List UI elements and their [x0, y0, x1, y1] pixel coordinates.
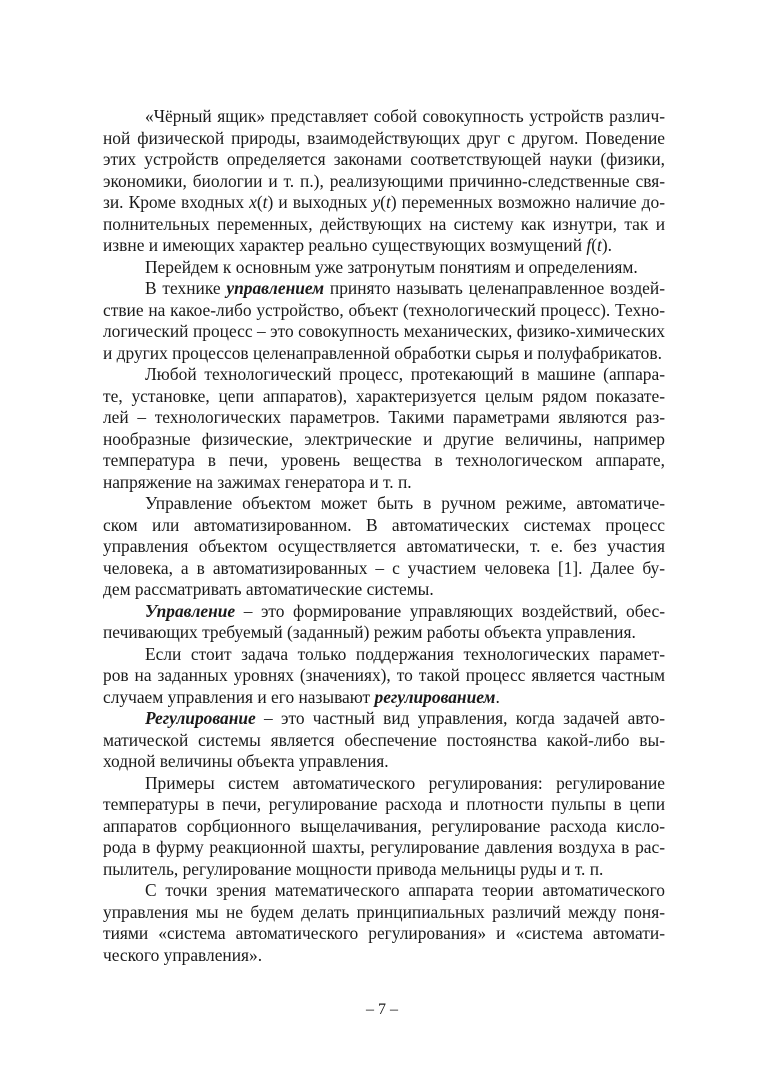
text-line	[103, 149, 665, 171]
paragraph	[103, 278, 665, 364]
math-variable: t	[385, 192, 391, 212]
text-line	[103, 880, 665, 902]
text-segment: напряжение на зажимах генератора и т. п.	[103, 471, 412, 492]
text-line	[103, 364, 665, 386]
text-line	[103, 794, 665, 816]
text-line	[103, 558, 665, 580]
text-segment: – это формирование управляющих воздействий, обес-	[235, 600, 665, 621]
text-segment: Если стоит задача только поддержания технологических парамет-	[145, 643, 665, 664]
text-segment: ском или автоматизированном. В автоматических системах процесс	[103, 514, 665, 535]
text-segment: полнительных переменных, действующих на систему как изнутри, так и	[103, 213, 665, 234]
text-segment: В технике	[145, 278, 227, 298]
text-segment: зи. Кроме входных	[103, 192, 250, 212]
text-segment: лей – технологических параметров. Такими параметрами являются раз-	[103, 407, 665, 427]
text-segment: случаем управления и его называют	[103, 686, 375, 707]
text-line	[103, 343, 665, 365]
text-segment: аппаратов сорбционного выщелачивания, регулирование расхода кисло-	[103, 815, 665, 836]
text-line	[103, 192, 665, 214]
text-line	[103, 429, 665, 451]
text-segment: нообразные физические, электрические и другие величины, например	[103, 428, 665, 449]
text-segment: пылитель, регулирование мощности привода мельницы руды и т. п.	[103, 858, 604, 879]
math-variable: t	[262, 192, 268, 212]
text-segment: Управление объектом может быть в ручном режиме, автоматиче-	[145, 493, 665, 513]
text-segment: ) переменных возможно наличие до-	[390, 192, 665, 212]
text-line	[103, 235, 665, 257]
text-line	[103, 536, 665, 558]
text-line	[103, 214, 665, 236]
text-line	[103, 472, 665, 494]
text-line	[103, 902, 665, 924]
text-segment: рода в фурму реакционной шахты, регулирование давления воздуха в рас-	[103, 837, 665, 857]
text-line	[103, 278, 665, 300]
paragraph	[103, 364, 665, 493]
page-body	[103, 106, 665, 966]
text-line	[103, 622, 665, 644]
text-line	[103, 859, 665, 881]
text-segment: «Чёрный ящик» представляет собой совокупность устройств различ-	[145, 106, 665, 126]
text-line	[103, 128, 665, 150]
text-line	[103, 450, 665, 472]
text-line	[103, 515, 665, 537]
page-number: – 7 –	[366, 1001, 398, 1018]
text-line	[103, 687, 665, 709]
text-segment: ствие на какое-либо устройство, объект (технологический процесс). Техно-	[103, 299, 665, 320]
text-segment: матической системы является обеспечение постоянства какой-либо вы-	[103, 729, 665, 750]
text-segment: извне и имеющих характер реально существующих возмущений	[103, 235, 587, 255]
emphasized-term: Регулирование	[145, 708, 256, 728]
paragraph	[103, 106, 665, 257]
text-line	[103, 945, 665, 967]
text-segment: ).	[601, 235, 613, 255]
math-variable: x	[249, 192, 257, 212]
text-line	[103, 773, 665, 795]
text-line	[103, 579, 665, 601]
text-segment: тиями «система автоматического регулирования» и «система автомати-	[103, 923, 665, 943]
text-line	[103, 665, 665, 687]
text-segment: ной физической природы, взаимодействующих друг с другом. Поведение	[103, 127, 665, 148]
text-line	[103, 171, 665, 193]
paragraph	[103, 601, 665, 644]
text-segment: (	[591, 235, 598, 255]
text-segment: .	[495, 686, 500, 707]
text-line	[103, 321, 665, 343]
math-variable: t	[597, 235, 602, 255]
text-line	[103, 257, 665, 279]
text-segment: и других процессов целенаправленной обработки сырья и полуфабрикатов.	[103, 342, 662, 363]
emphasized-term: регулированием	[374, 686, 496, 707]
text-segment: экономики, биологии и т. п.), реализующими причинно-следственные свя-	[103, 170, 665, 191]
text-line	[103, 816, 665, 838]
text-segment: ров на заданных уровнях (значениях), то такой процесс является частным	[103, 665, 665, 685]
text-line	[103, 923, 665, 945]
text-segment: те, установке, цепи аппаратов), характеризуется целым рядом показате-	[103, 385, 665, 406]
math-variable: y	[372, 192, 381, 212]
text-segment: этих устройств определяется законами соответствующей науки (физики,	[103, 149, 665, 169]
paragraph	[103, 773, 665, 881]
text-line	[103, 644, 665, 666]
text-segment: (	[256, 192, 263, 212]
text-line	[103, 730, 665, 752]
text-segment: ходной величины объекта управления.	[103, 751, 389, 771]
math-variable: f	[586, 235, 592, 255]
paragraph	[103, 880, 665, 966]
text-segment: дем рассматривать автоматические системы.	[103, 579, 434, 599]
text-segment: управления мы не будем делать принципиальных различий между поня-	[103, 901, 665, 922]
text-segment: человека, а в автоматизированных – с участием человека [1]. Далее бу-	[103, 557, 665, 578]
text-line	[103, 407, 665, 429]
text-line	[103, 837, 665, 859]
text-segment: управления объектом осуществляется автоматически, т. е. без участия	[103, 536, 665, 556]
emphasized-term: Управление	[145, 600, 236, 621]
text-line	[103, 300, 665, 322]
text-line	[103, 493, 665, 515]
text-segment: температура в печи, уровень вещества в технологическом аппарате,	[103, 450, 665, 470]
paragraph	[103, 708, 665, 773]
text-segment: логический процесс – это совокупность механических, физико-химических	[103, 321, 665, 341]
text-segment: ческого управления».	[103, 944, 263, 965]
text-segment: печивающих требуемый (заданный) режим работы объекта управления.	[103, 622, 636, 642]
paragraph	[103, 493, 665, 601]
text-segment: ) и выходных	[267, 192, 373, 212]
text-segment: Примеры систем автоматического регулирования: регулирование	[145, 772, 665, 793]
text-segment: Перейдем к основным уже затронутым понятиям и определениям.	[145, 256, 638, 277]
paragraph	[103, 644, 665, 709]
text-line	[103, 106, 665, 128]
text-segment: – это частный вид управления, когда задачей авто-	[255, 708, 665, 728]
text-segment: Любой технологический процесс, протекающий в машине (аппара-	[145, 364, 665, 384]
paragraph	[103, 257, 665, 279]
text-segment: температуры в печи, регулирование расхода и плотности пульпы в цепи	[103, 794, 665, 814]
text-segment: С точки зрения математического аппарата теории автоматического	[145, 880, 665, 900]
text-line	[103, 386, 665, 408]
text-segment: (	[380, 192, 386, 212]
text-line	[103, 751, 665, 773]
text-line	[103, 708, 665, 730]
emphasized-term: управлением	[226, 278, 325, 298]
text-line	[103, 601, 665, 623]
text-segment: принято называть целенаправленное воздей-	[324, 278, 665, 298]
